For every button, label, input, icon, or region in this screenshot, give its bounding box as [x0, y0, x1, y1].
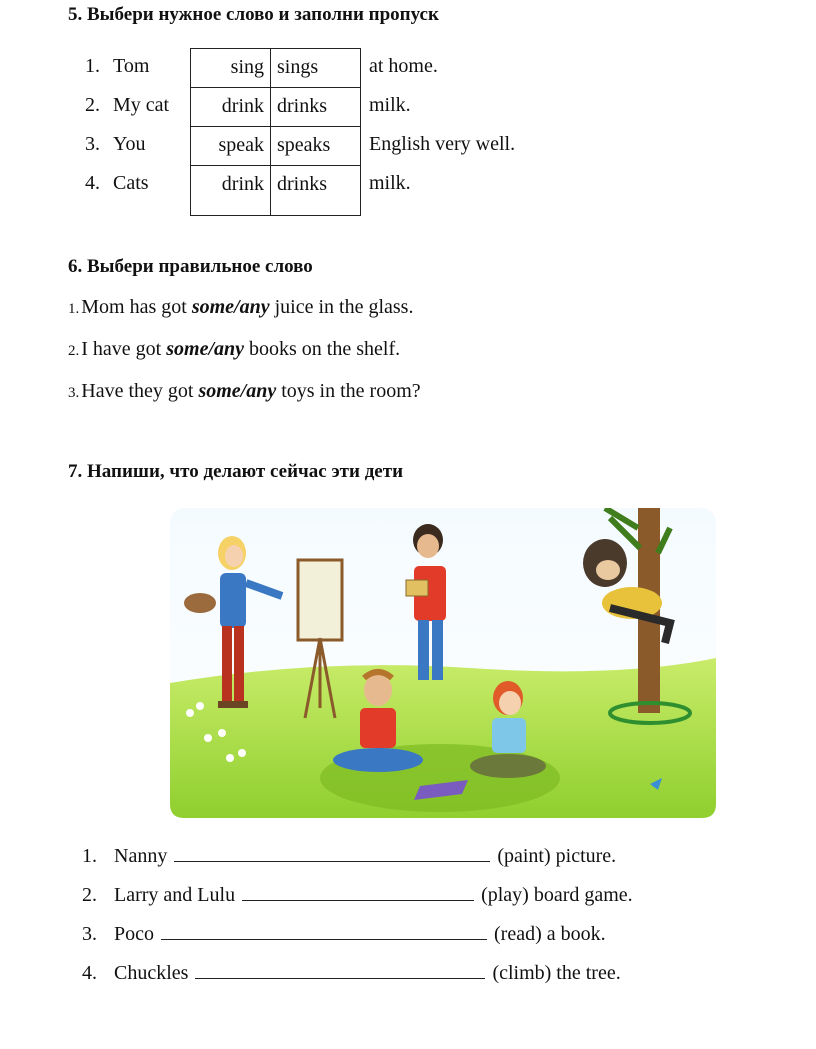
row-number: 3.	[85, 133, 100, 155]
row-subject: Tom	[113, 55, 150, 77]
sentence-end: books on the shelf.	[244, 338, 401, 360]
row-subject: Cats	[113, 172, 149, 194]
option-cell[interactable]: drink	[191, 88, 271, 127]
row-number: 2.	[82, 884, 97, 906]
task6-row	[68, 380, 421, 403]
task7-row	[82, 843, 616, 868]
row-number: 1.	[85, 55, 100, 77]
option-cell[interactable]: drink	[191, 166, 271, 216]
option-cell[interactable]: sings	[271, 49, 361, 88]
table-row	[191, 49, 361, 88]
answer-blank[interactable]	[174, 843, 490, 862]
row-subject: Larry and Lulu	[114, 884, 236, 906]
row-number: 1.	[68, 301, 80, 317]
task5-heading: 5. Выбери нужное слово и заполни пропуск	[68, 4, 439, 25]
task7-row	[82, 921, 606, 946]
answer-blank[interactable]	[242, 882, 474, 901]
row-subject: My cat	[113, 94, 170, 116]
task5-row	[85, 86, 169, 125]
table-row	[191, 166, 361, 216]
option-cell[interactable]: drinks	[271, 166, 361, 216]
row-subject: Chuckles	[114, 962, 189, 984]
sentence-ending: milk.	[369, 94, 411, 116]
row-subject: Nanny	[114, 845, 168, 867]
task7-row	[82, 882, 633, 907]
row-subject: Poco	[114, 923, 154, 945]
row-number: 4.	[85, 172, 100, 194]
row-subject: You	[113, 133, 146, 155]
word-choice[interactable]: some/any	[191, 296, 270, 318]
verb-hint: (paint) picture.	[497, 845, 617, 867]
verb-hint: (read) a book.	[494, 923, 606, 945]
task6-row	[68, 296, 413, 319]
sentence-start: Have they got	[81, 380, 199, 402]
task7-row	[82, 960, 621, 985]
option-cell[interactable]: speaks	[271, 127, 361, 166]
option-cell[interactable]: drinks	[271, 88, 361, 127]
row-number: 3.	[82, 923, 97, 945]
scene-caption: Park scene: girl painting at easel, boy reading a book, two children playing a board game, monkey climbing a tree	[180, 808, 226, 809]
sentence-ending: at home.	[369, 55, 438, 77]
sentence-ending: milk.	[369, 172, 411, 194]
sentence-end: juice in the glass.	[269, 296, 414, 318]
task7-heading: 7. Напиши, что делают сейчас эти дети	[68, 461, 404, 482]
verb-hint: (play) board game.	[481, 884, 633, 906]
row-number: 1.	[82, 845, 97, 867]
sentence-end: toys in the room?	[276, 380, 421, 402]
row-number: 2.	[85, 94, 100, 116]
word-choice[interactable]: some/any	[166, 338, 245, 360]
option-cell[interactable]: speak	[191, 127, 271, 166]
sentence-start: Mom has got	[81, 296, 192, 318]
sentence-start: I have got	[81, 338, 167, 360]
answer-blank[interactable]	[195, 960, 485, 979]
row-number: 2.	[68, 343, 80, 359]
park-scene-illustration	[170, 508, 716, 818]
table-row	[191, 88, 361, 127]
word-choice[interactable]: some/any	[198, 380, 277, 402]
answer-blank[interactable]	[161, 921, 487, 940]
task6-row	[68, 338, 400, 361]
row-number: 4.	[82, 962, 97, 984]
verb-hint: (climb) the tree.	[492, 962, 621, 984]
task5-row	[85, 164, 149, 203]
task5-row	[85, 125, 145, 164]
task5-options-table	[190, 48, 361, 216]
row-number: 3.	[68, 385, 80, 401]
table-row	[191, 127, 361, 166]
sentence-ending: English very well.	[369, 133, 516, 155]
task5-row	[85, 47, 149, 86]
task6-heading: 6. Выбери правильное слово	[68, 256, 313, 277]
option-cell[interactable]: sing	[191, 49, 271, 88]
